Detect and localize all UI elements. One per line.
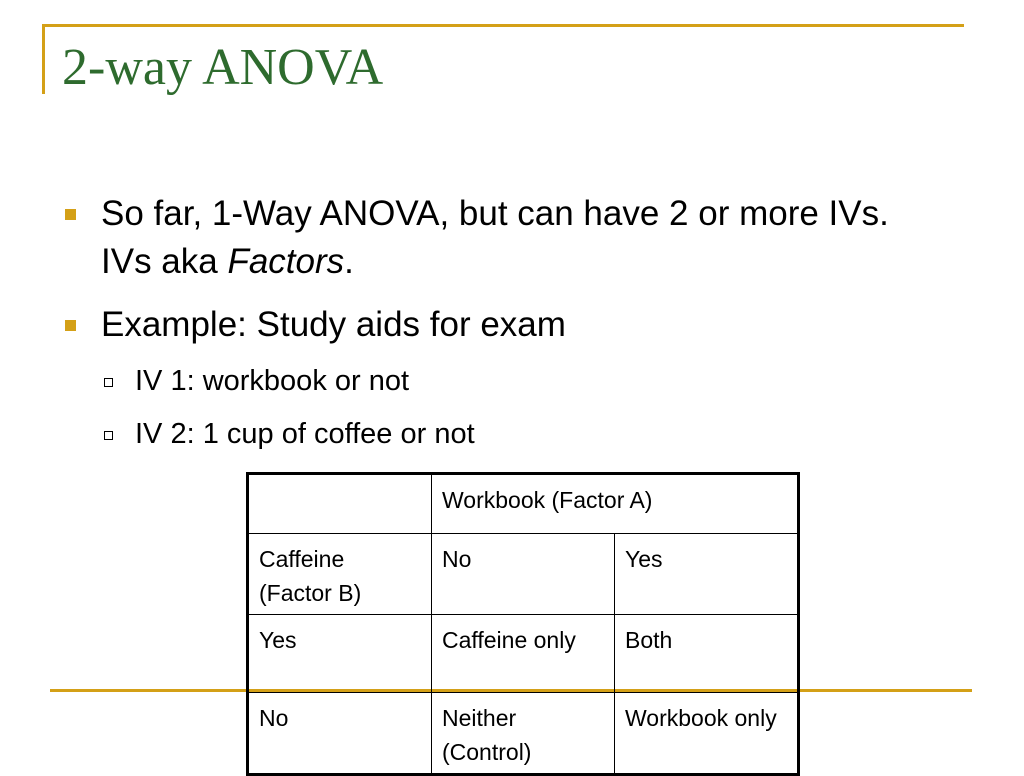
square-bullet-icon <box>65 209 76 220</box>
bullet-text: Example: Study aids for exam <box>101 305 566 344</box>
bullet-emphasis: Factors <box>227 242 345 281</box>
frame-top-line <box>42 24 964 27</box>
table-cell: No <box>432 534 615 615</box>
table-cell: Yes <box>248 615 432 693</box>
bullet-text-part: So far, 1-Way ANOVA, but can have 2 or more IVs. IVs aka <box>101 194 889 281</box>
table-row <box>248 615 799 693</box>
sub-bullet-text: IV 2: 1 cup of coffee or not <box>135 418 475 450</box>
table-cell: Yes <box>615 534 799 615</box>
table-cell: Neither (Control) <box>432 693 615 775</box>
design-table <box>246 472 800 776</box>
table-header-row <box>248 474 799 534</box>
bullet-item <box>65 301 925 349</box>
sub-bullet-item <box>104 361 409 401</box>
slide-title: 2-way ANOVA <box>62 39 384 96</box>
table-header-cell: Workbook (Factor A) <box>432 474 799 534</box>
sub-bullet-text: IV 1: workbook or not <box>135 365 410 397</box>
table-cell: Caffeine (Factor B) <box>248 534 432 615</box>
table-cell: Both <box>615 615 799 693</box>
table-cell: Caffeine only <box>432 615 615 693</box>
table-cell-empty <box>248 474 432 534</box>
bullet-text-part: . <box>344 242 354 281</box>
table-cell: Workbook only <box>615 693 799 775</box>
table-cell: No <box>248 693 432 775</box>
square-bullet-icon <box>65 320 76 331</box>
bullet-item <box>65 190 925 286</box>
table-row <box>248 693 799 775</box>
hollow-square-bullet-icon <box>104 378 113 387</box>
table-row <box>248 534 799 615</box>
hollow-square-bullet-icon <box>104 431 113 440</box>
bullet-text <box>101 190 925 286</box>
frame-left-line <box>42 24 45 94</box>
sub-bullet-item <box>104 414 475 454</box>
